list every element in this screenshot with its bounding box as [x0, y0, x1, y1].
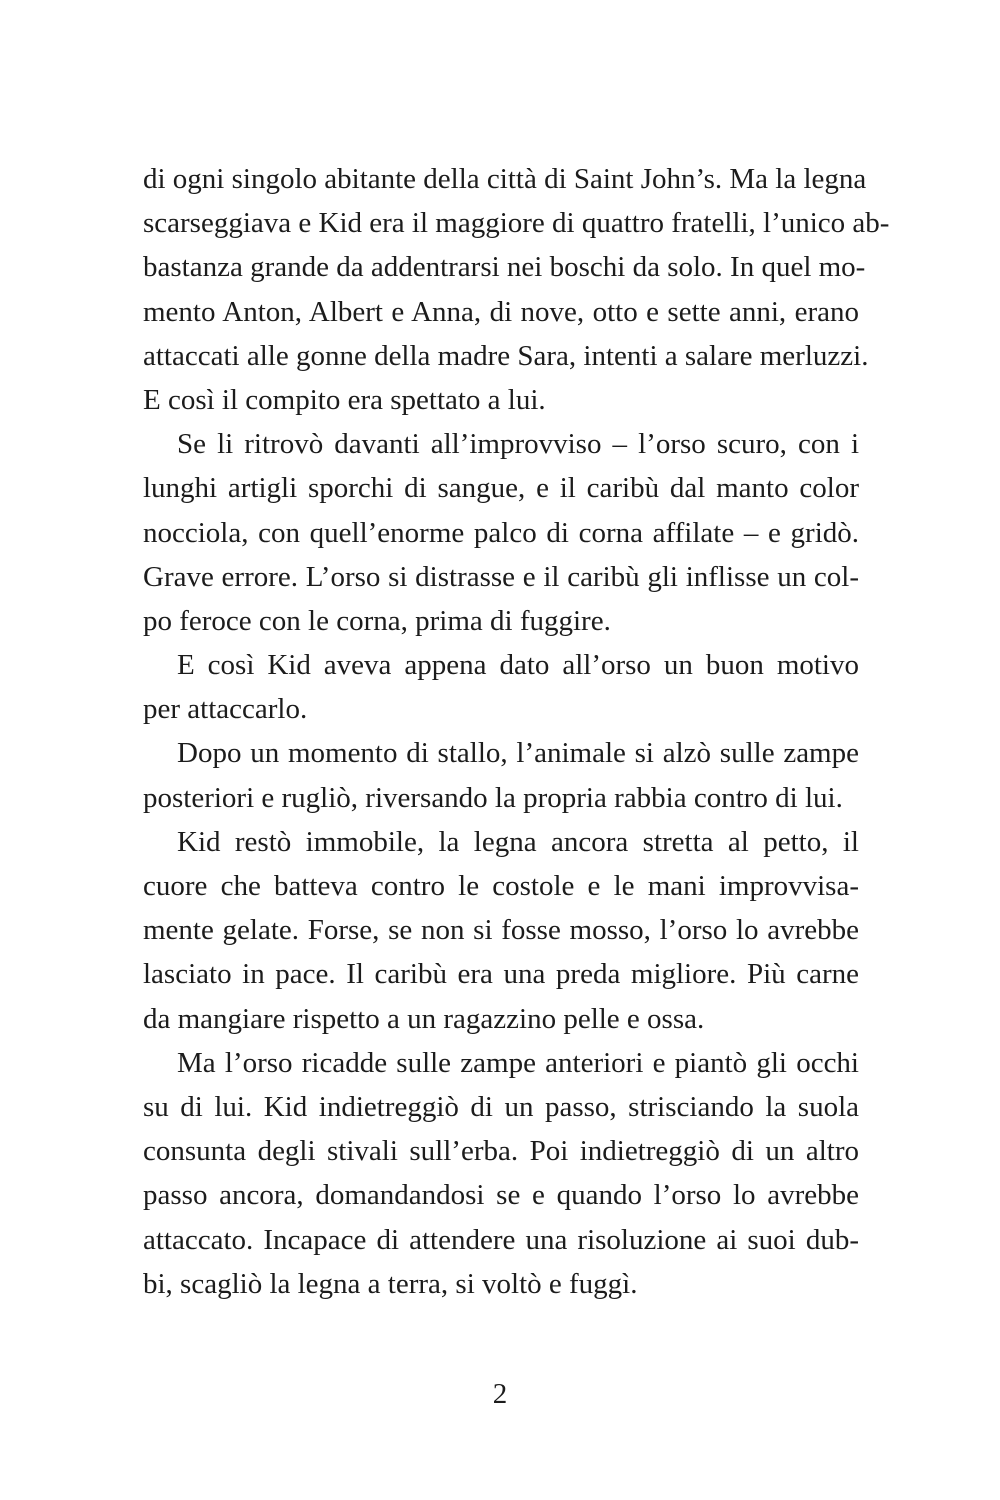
text-line: bi, scagliò la legna a terra, si voltò e fuggì. [143, 1267, 638, 1300]
text-line: su di lui. Kid indietreggiò di un passo, strisciando la suola [143, 1090, 859, 1123]
text-line: mente gelate. Forse, se non si fosse mosso, l’orso lo avrebbe [143, 914, 859, 947]
paragraph [143, 422, 859, 643]
text-line: di ogni singolo abitante della città di Saint John’s. Ma la legna [143, 163, 867, 195]
text-line: po feroce con le corna, prima di fuggire. [143, 604, 611, 637]
text-line: posteriori e rugliò, riversando la propria rabbia contro di lui. [143, 781, 843, 814]
text-line: Grave errore. L’orso si distrasse e il caribù gli inflisse un col- [143, 560, 859, 593]
body-text [143, 157, 890, 1306]
paragraph [143, 643, 859, 731]
text-line: Kid restò immobile, la legna ancora stretta al petto, il [177, 825, 859, 858]
page-number: 2 [492, 1378, 508, 1410]
paragraph [143, 157, 890, 422]
text-line: da mangiare rispetto a un ragazzino pelle e ossa. [143, 1002, 705, 1035]
text-line: Se li ritrovò davanti all’improvviso – l’orso scuro, con i [177, 428, 859, 461]
text-line: passo ancora, domandandosi se e quando l’orso lo avrebbe [143, 1179, 859, 1212]
paragraph [143, 1041, 859, 1306]
text-line: E così il compito era spettato a lui. [143, 383, 546, 416]
text-line: consunta degli stivali sull’erba. Poi indietreggiò di un altro [143, 1135, 859, 1168]
text-line: attaccato. Incapace di attendere una risoluzione ai suoi dub- [143, 1223, 859, 1256]
text-line: per attaccarlo. [143, 693, 308, 726]
text-line: scarseggiava e Kid era il maggiore di quattro fratelli, l’unico ab- [143, 207, 890, 240]
text-line: cuore che batteva contro le costole e le mani improvvisa- [143, 870, 859, 902]
text-line: Dopo un momento di stallo, l’animale si alzò sulle zampe [177, 737, 859, 770]
text-line: lasciato in pace. Il caribù era una preda migliore. Più carne [143, 958, 859, 991]
text-line: attaccati alle gonne della madre Sara, intenti a salare merluzzi. [143, 339, 869, 372]
text-line: E così Kid aveva appena dato all’orso un buon motivo [177, 649, 859, 682]
paragraph [143, 731, 859, 819]
paragraph [143, 820, 859, 1041]
text-line: nocciola, con quell’enorme palco di corna affilate – e gridò. [143, 516, 859, 549]
text-line: bastanza grande da addentrarsi nei boschi da solo. In quel mo- [143, 251, 866, 284]
text-line: Ma l’orso ricadde sulle zampe anteriori e piantò gli occhi [177, 1046, 859, 1079]
text-line: mento Anton, Albert e Anna, di nove, otto e sette anni, erano [143, 295, 859, 328]
text-line: lunghi artigli sporchi di sangue, e il caribù dal manto color [143, 472, 859, 505]
